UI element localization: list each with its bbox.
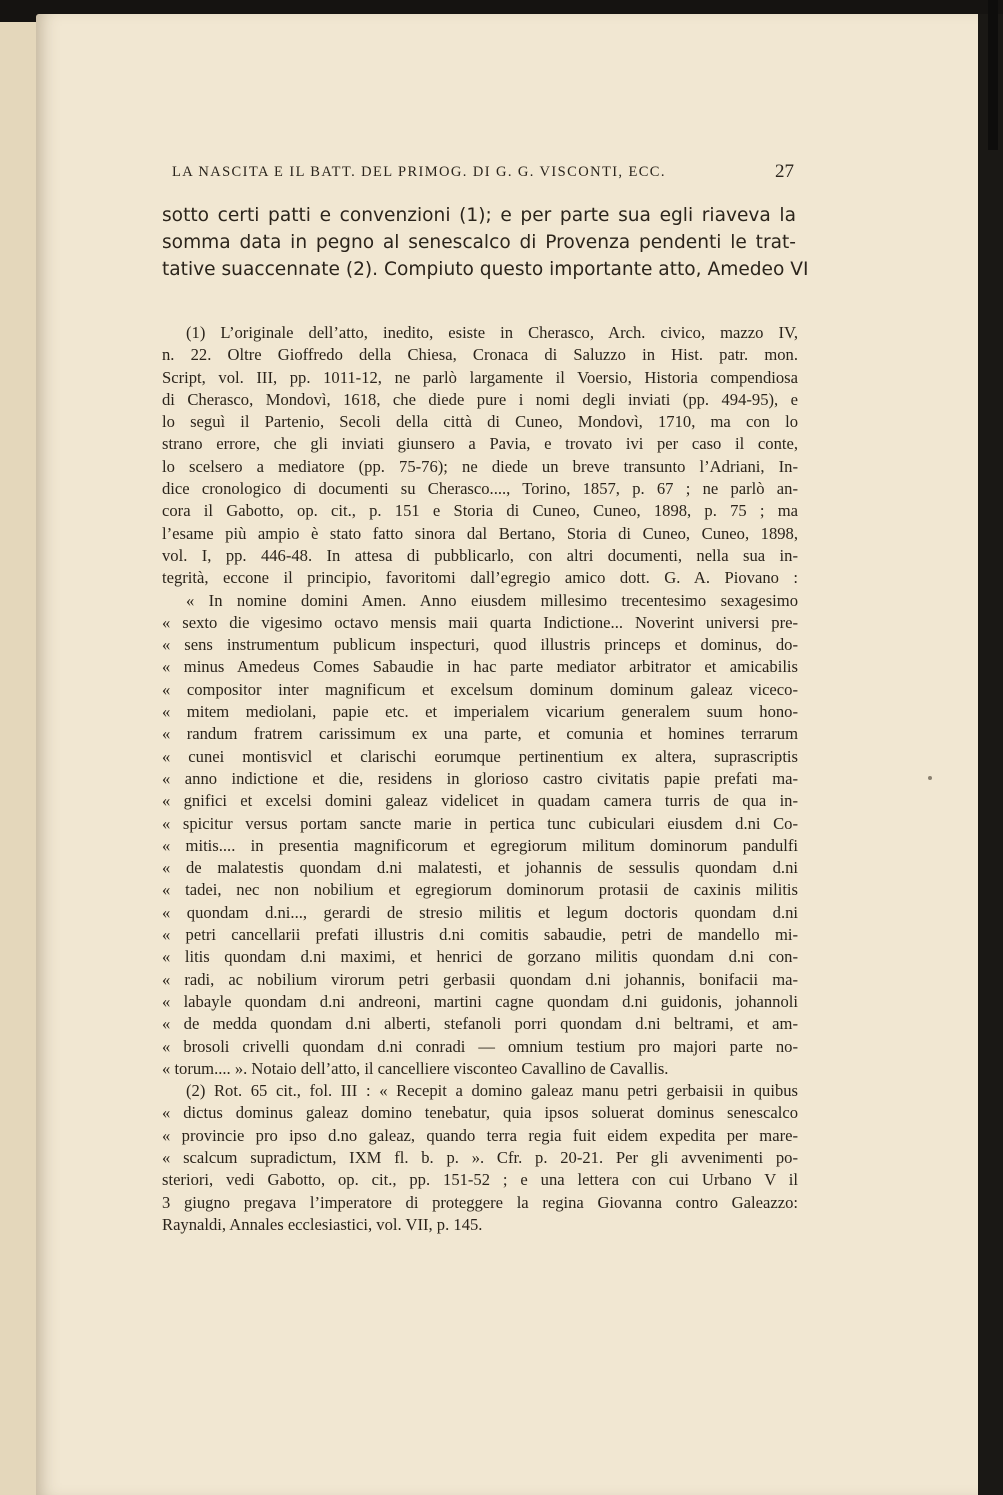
footnote-2-line: « dictus dominus galeaz domino tenebatur, quia ipsos soluerat dominus senescalco — [162, 1103, 798, 1123]
quote-line: « brosoli crivelli quondam d.ni conradi — omnium testium pro majori parte no- — [162, 1036, 798, 1056]
footnote-2-line: « scalcum supradictum, IXM fl. b. p. ». Cfr. p. 20-21. Per gli avvenimenti po- — [162, 1147, 798, 1167]
body-line: somma data in pegno al senescalco di Provenza pendenti le trat- — [162, 232, 796, 254]
body-line: sotto certi patti e convenzioni (1); e per parte sua egli riaveva la — [162, 205, 796, 226]
quote-line: « randum fratrem carissimum ex una parte, et comunia et homines terrarum — [162, 724, 798, 744]
running-header — [172, 161, 794, 182]
page-number: 27 — [775, 161, 794, 182]
body-line: tative suaccennate (2). Compiuto questo importante atto, Amedeo VI — [162, 259, 809, 281]
quote-line: « mitis.... in presentia magnificorum et egregiorum militum dominorum pandulfi — [162, 835, 798, 855]
quote-line: « mitem mediolani, papie etc. et imperialem vicarium generalem suum hono- — [162, 702, 798, 722]
quote-line: « minus Amedeus Comes Sabaudie in hac parte mediator arbitrator et amicabilis — [162, 657, 798, 677]
quote-line: « litis quondam d.ni maximi, et henrici de gorzano militis quondam d.ni con- — [162, 947, 798, 967]
footnote-line: di Cherasco, Mondovì, 1618, che diede pure i nomi degli inviati (pp. 494-95), e — [162, 389, 798, 409]
quote-line: « cunei montisvicl et clarischi eorumque pertinentium ex altera, suprascriptis — [162, 746, 798, 766]
scan-border — [978, 14, 1003, 1495]
quote-line: « sexto die vigesimo octavo mensis maii quarta Indictione... Noverint universi pre- — [162, 612, 798, 632]
quote-line: « compositor inter magnificum et excelsum dominum dominum galeaz viceco- — [162, 679, 798, 699]
footnote-line: strano errore, che gli inviati giunsero a Pavia, e trovato ivi per caso il conte, — [162, 434, 798, 454]
footnote-2-line: Raynaldi, Annales ecclesiastici, vol. VII, p. 145. — [162, 1214, 483, 1234]
footnote-line: cora il Gabotto, op. cit., p. 151 e Storia di Cuneo, Cuneo, 1898, p. 75 ; ma — [162, 501, 798, 521]
footnote-line: vol. I, pp. 446-48. In attesa di pubblicarlo, con altri documenti, nella sua in- — [162, 545, 798, 565]
footnote-2-line: (2) Rot. 65 cit., fol. III : « Recepit a domino galeaz manu petri gerbaisii in quibus — [186, 1081, 798, 1101]
quote-line: « de malatestis quondam d.ni malatesti, et johannis de sessulis quondam d.ni — [162, 858, 798, 878]
quote-line: « gnifici et excelsi domini galeaz videlicet in quadam camera turris de qua in- — [162, 791, 798, 811]
footnote-line: lo scelsero a mediatore (pp. 75-76); ne diede un breve transunto l’Adriani, In- — [162, 456, 798, 476]
quote-line: « radi, ac nobilium virorum petri gerbasii quondam d.ni johannis, bonifacii ma- — [162, 969, 798, 989]
quote-line: « quondam d.ni..., gerardi de stresio militis et legum doctoris quondam d.ni — [162, 902, 798, 922]
footnote-line: Script, vol. III, pp. 1011-12, ne parlò largamente il Voersio, Historia compendiosa — [162, 367, 798, 387]
quote-line: « labayle quondam d.ni andreoni, martini cagne quondam d.ni guidonis, johannoli — [162, 991, 798, 1011]
footnote-line: lo seguì il Partenio, Secoli della città di Cuneo, Mondovì, 1710, ma con lo — [162, 412, 798, 432]
footnote-1 — [162, 322, 798, 1236]
quote-line: « sens instrumentum publicum inspecturi, quod illustris princeps et dominus, do- — [162, 635, 798, 655]
footnote-line: n. 22. Oltre Gioffredo della Chiesa, Cronaca di Saluzzo in Hist. patr. mon. — [162, 345, 798, 365]
running-title: LA NASCITA E IL BATT. DEL PRIMOG. DI G. G. VISCONTI, ECC. — [172, 164, 666, 180]
quote-line: « torum.... ». Notaio dell’atto, il cancelliere visconteo Cavallino de Cavallis. — [162, 1058, 669, 1078]
footnote-line: tegrità, eccone il principio, favoritomi dall’egregio amico dott. G. A. Piovano : — [162, 568, 798, 588]
quote-line: « de medda quondam d.ni alberti, stefanoli porri quondam d.ni beltrami, et am- — [162, 1014, 798, 1034]
quote-line: « In nomine domini Amen. Anno eiusdem millesimo trecentesimo sexagesimo — [186, 590, 798, 610]
footnote-2-line: « provincie pro ipso d.no galeaz, quando terra regia fuit eidem expedita per mare- — [162, 1125, 798, 1145]
ink-speck — [928, 776, 932, 780]
quote-line: « anno indictione et die, residens in glorioso castro civitatis papie prefati ma- — [162, 768, 798, 788]
footnote-line: l’esame più ampio è stato fatto sinora dal Bertano, Storia di Cuneo, Cuneo, 1898, — [162, 523, 798, 543]
quote-line: « tadei, nec non nobilium et egregiorum dominorum protasii de caxinis militis — [162, 880, 798, 900]
main-paragraph — [162, 202, 809, 284]
scan-strip — [988, 0, 998, 150]
footnote-line: (1) L’originale dell’atto, inedito, esiste in Cherasco, Arch. civico, mazzo IV, — [186, 323, 798, 342]
footnote-2-line: steriori, vedi Gabotto, op. cit., pp. 151-52 ; e una lettera con cui Urbano V il — [162, 1170, 798, 1190]
quote-line: « petri cancellarii prefati illustris d.ni comitis sabaudie, petri de mandello mi- — [162, 925, 798, 945]
footnote-2-line: 3 giugno pregava l’imperatore di proteggere la regina Giovanna contro Galeazzo: — [162, 1192, 798, 1212]
footnote-line: dice cronologico di documenti su Cherasco...., Torino, 1857, p. 67 ; ne parlò an- — [162, 479, 798, 499]
quote-line: « spicitur versus portam sancte marie in pertica tunc cubiculari eiusdem d.ni Co- — [162, 813, 798, 833]
